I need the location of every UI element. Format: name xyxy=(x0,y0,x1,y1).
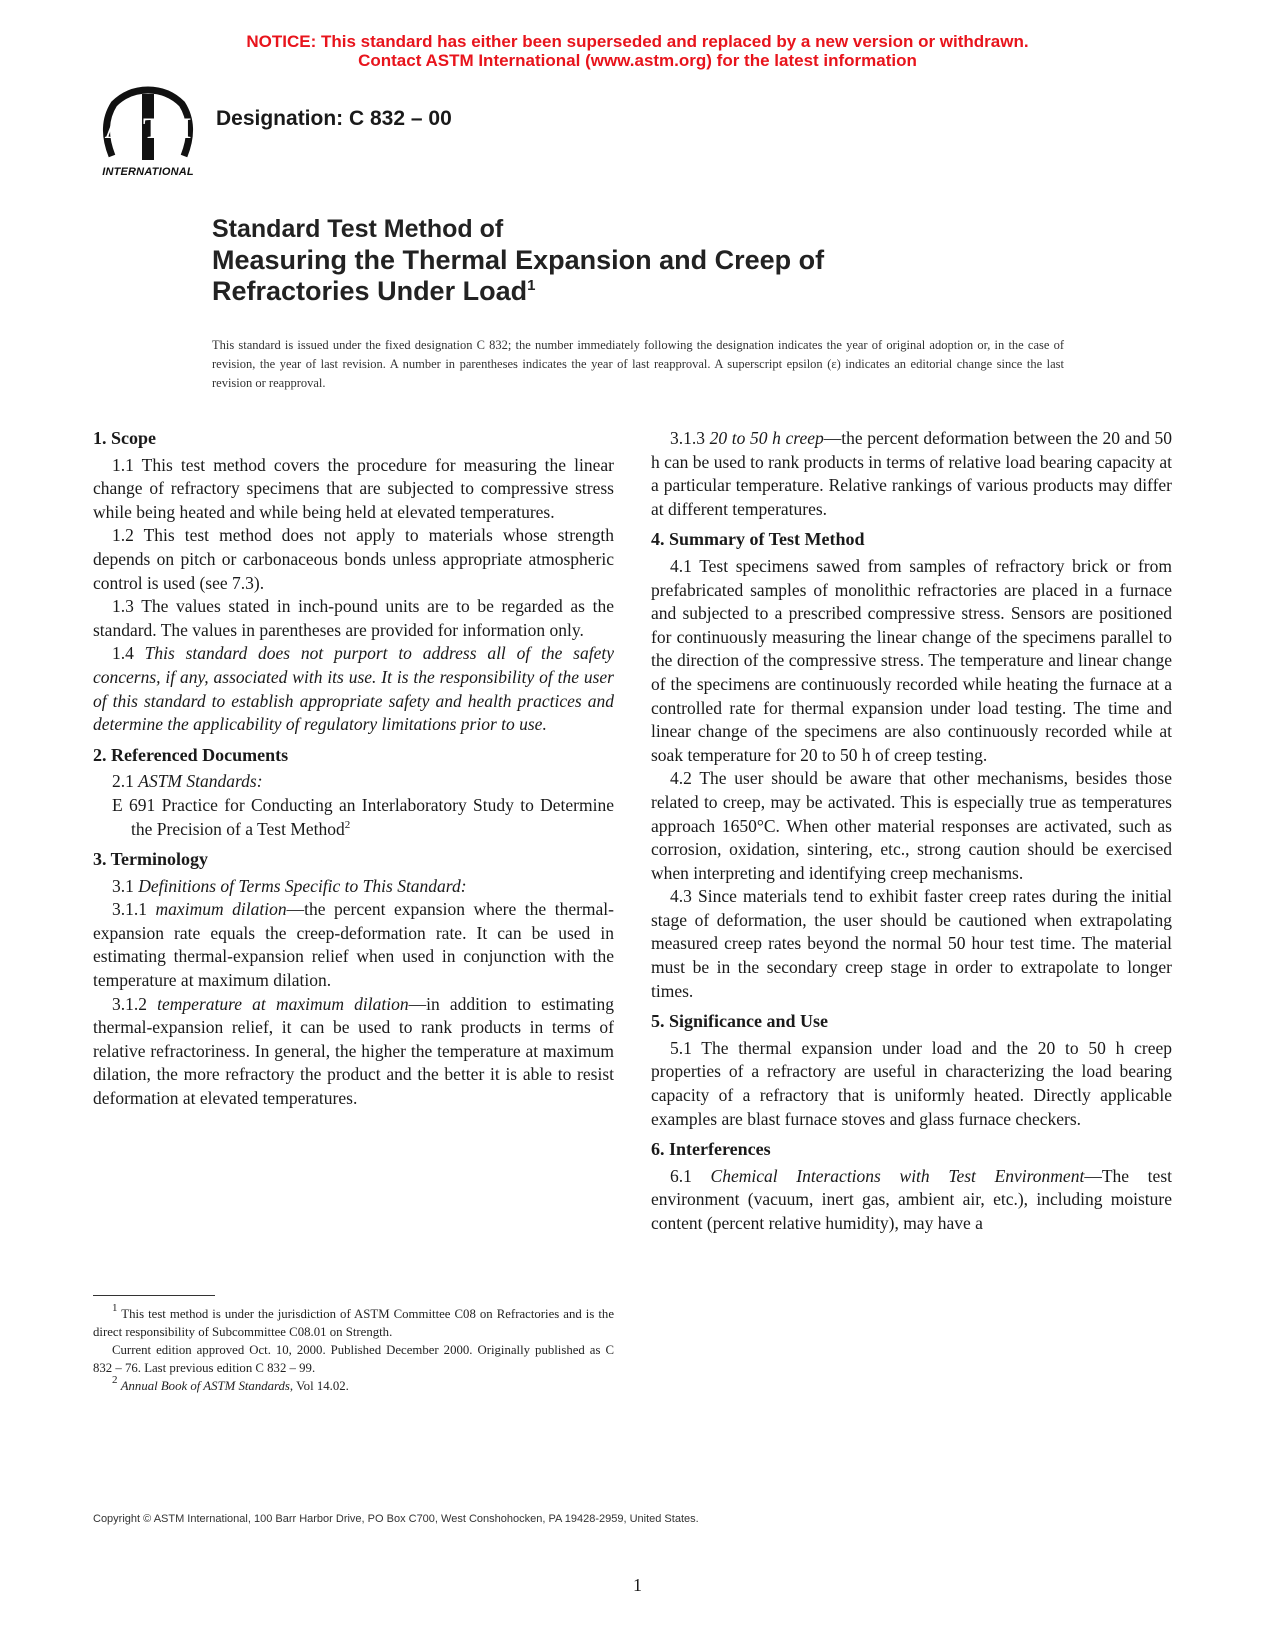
footnotes xyxy=(93,1302,614,1395)
para-1-3: 1.3 The values stated in inch-pound units are to be regarded as the standard. The values in parentheses are provided for information only. xyxy=(93,596,614,640)
section-3-heading: 3. Terminology xyxy=(93,849,209,870)
para-3-1-2 xyxy=(93,993,614,1111)
withdrawn-notice xyxy=(0,32,1275,70)
footnote-2 xyxy=(93,1374,614,1395)
para-3-1-1-term: maximum dilation xyxy=(155,899,287,920)
title-line-2: Measuring the Thermal Expansion and Creep of xyxy=(212,245,825,275)
astm-logo-icon xyxy=(92,86,204,166)
reference-e691 xyxy=(93,794,614,841)
section-1-heading: 1. Scope xyxy=(93,428,156,448)
para-3-1-3-text: —the percent deformation between the 20 and 50 h can be used to rank products in terms of relative load bearing capacity at a particular temperature. Relative rankings of various products may differ at different temperatures. xyxy=(651,428,1173,519)
designation: Designation: C 832 – 00 xyxy=(216,107,452,130)
para-6-1-num: 6.1 xyxy=(670,1165,711,1186)
logo-letters: ASTM xyxy=(104,112,192,145)
footnote-divider xyxy=(93,1295,215,1296)
title-line-3 xyxy=(212,276,824,307)
para-3-1-1-num: 3.1.1 xyxy=(112,899,156,920)
right-column xyxy=(651,427,1172,1236)
para-3-1-3-num: 3.1.3 xyxy=(670,428,710,448)
para-1-2: 1.2 This test method does not apply to materials whose strength depends on pitch or carbonaceous bonds unless appropriate atmospheric control is used (see 7.3). xyxy=(93,525,614,593)
title-line-1: Standard Test Method of xyxy=(212,215,504,243)
para-2-1-num: 2.1 xyxy=(112,771,139,792)
para-3-1-1 xyxy=(93,898,614,992)
para-6-1 xyxy=(651,1165,1172,1236)
footnote-1-edition: Current edition approved Oct. 10, 2000. Published December 2000. Originally published as C 832 – 76. Last previous edition C 832 – 99. xyxy=(93,1343,614,1375)
para-3-1-1-text: —the percent expansion where the thermal-expansion rate equals the creep-deformation rate. It can be used in estimating thermal-expansion relief when used in conjunction with the temperature at maximum dilation. xyxy=(93,899,615,991)
footnote-1 xyxy=(93,1302,614,1341)
para-6-1-text: —The test environment (vacuum, inert gas, ambient air, etc.), including moisture content (percent relative humidity), may have a xyxy=(651,1165,1172,1233)
notice-line-1: NOTICE: This standard has either been superseded and replaced by a new version or withdrawn. xyxy=(246,32,1029,51)
section-5-heading: 5. Significance and Use xyxy=(651,1011,829,1032)
para-3-1-text: Definitions of Terms Specific to This Standard: xyxy=(138,875,467,896)
astm-logo xyxy=(92,86,204,186)
para-2-1 xyxy=(93,770,614,794)
para-4-1: 4.1 Test specimens sawed from samples of refractory brick or from prefabricated samples of monolithic refractories are placed in a furnace and subjected to a prescribed compressive stress. Sensors are positioned for continuously measuring the linear change of the specimens parallel to the direction of the compressive stress. The temperature and linear change of the specimens are continuously recorded while heating the furnace at a controlled rate for thermal expansion under load testing. The time and linear change of the specimens are also continuously recorded while at soak temperature for 20 to 50 h of creep testing. xyxy=(651,555,1172,765)
para-3-1-2-term: temperature at maximum dilation xyxy=(157,993,409,1014)
para-3-1-3 xyxy=(651,427,1172,521)
para-1-1: 1.1 This test method covers the procedure for measuring the linear change of refractory specimens that are subjected to compressive stress while being heated and while being held at elevated temperatures. xyxy=(93,454,614,522)
footnote-2-rest: , Vol 14.02. xyxy=(289,1379,349,1393)
para-3-1-3-term: 20 to 50 h creep xyxy=(709,428,824,448)
para-1-4-text: This standard does not purport to address all of the safety concerns, if any, associated with its use. It is the responsibility of the user of this standard to establish appropriate safety and health practices and determine the applicability of regulatory limitations prior to use. xyxy=(93,643,614,735)
para-3-1-2-num: 3.1.2 xyxy=(112,993,158,1014)
para-1-4 xyxy=(93,642,614,736)
document-title xyxy=(212,214,824,307)
page-number: 1 xyxy=(633,1575,642,1595)
notice-line-2: Contact ASTM International (www.astm.org) for the latest information xyxy=(358,51,917,70)
section-6-heading: 6. Interferences xyxy=(651,1139,771,1160)
para-2-1-text: ASTM Standards: xyxy=(138,771,263,792)
para-3-1-num: 3.1 xyxy=(112,875,139,896)
footnote-1-text: This test method is under the jurisdiction of ASTM Committee C08 on Refractories and is the direct responsibility of Subcommittee C08.01 on Strength. xyxy=(93,1307,614,1339)
footnote-2-mark: 2 xyxy=(112,1374,118,1386)
footnote-2-title: Annual Book of ASTM Standards xyxy=(120,1379,290,1393)
para-5-1: 5.1 The thermal expansion under load and the 20 to 50 h creep properties of a refractory are useful in characterizing the load bearing capacity of a refractory that is uniformly heated. Directly applicable examples are blast furnace stoves and glass furnace checkers. xyxy=(651,1037,1172,1129)
para-1-4-num: 1.4 xyxy=(112,643,145,664)
footnote-1-mark: 1 xyxy=(112,1302,118,1314)
left-column xyxy=(93,427,614,1111)
reference-e691-text: E 691 Practice for Conducting an Interlaboratory Study to Determine the Precision of a Test Method xyxy=(112,794,614,839)
copyright: Copyright © ASTM International, 100 Barr Harbor Drive, PO Box C700, West Conshohocken, PA 19428-2959, United States. xyxy=(93,1513,699,1525)
para-3-1 xyxy=(93,875,614,899)
para-4-2: 4.2 The user should be aware that other mechanisms, besides those related to creep, may be activated. This is especially true as temperatures approach 1650°C. When other material responses are activated, such as corrosion, oxidation, sintering, etc., strong caution should be exercised when interpreting and identifying creep mechanisms. xyxy=(651,768,1172,883)
issued-note: This standard is issued under the fixed designation C 832; the number immediately following the designation indicates the year of original adoption or, in the case of revision, the year of last revision. A number in parentheses indicates the year of last reapproval. A superscript epsilon (ε) indicates an editorial change since the last revision or reapproval. xyxy=(212,338,1064,390)
para-4-3: 4.3 Since materials tend to exhibit faster creep rates during the initial stage of deformation, the user should be cautioned when extrapolating measured creep rates beyond the normal 50 hour test time. The material must be in the secondary creep stage in order to extrapolate to longer times. xyxy=(651,886,1172,1001)
para-3-1-2-text: —in addition to estimating thermal-expansion relief, it can be used to rank products in terms of relative refractoriness. In general, the higher the temperature at maximum dilation, the more refractory the product and the better it is able to resist deformation at elevated temperatures. xyxy=(93,993,615,1109)
section-2-heading: 2. Referenced Documents xyxy=(93,744,289,765)
reference-e691-mark: 2 xyxy=(344,818,351,831)
para-6-1-term: Chemical Interactions with Test Environment xyxy=(710,1165,1085,1186)
section-4-heading: 4. Summary of Test Method xyxy=(651,529,865,550)
title-footnote-mark: 1 xyxy=(527,277,536,294)
title-line-3-text: Refractories Under Load xyxy=(212,276,528,306)
logo-subtitle: INTERNATIONAL xyxy=(102,166,194,178)
